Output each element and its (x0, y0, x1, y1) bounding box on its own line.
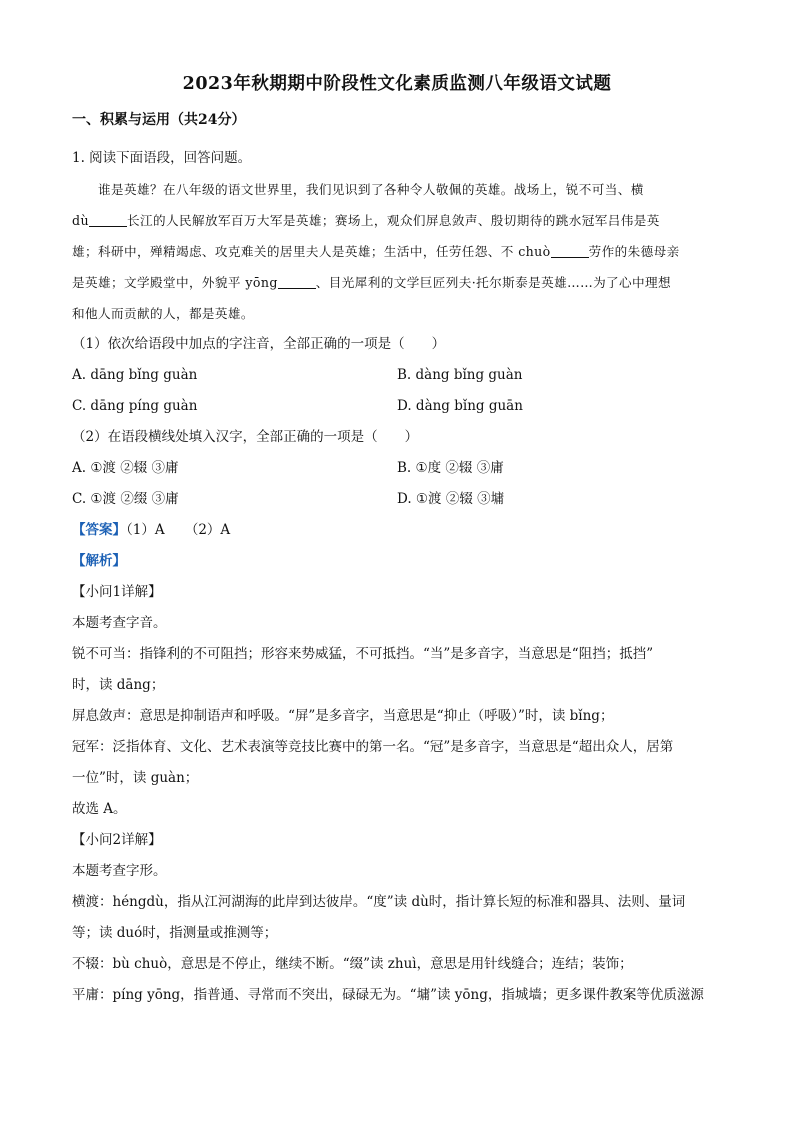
question-stem: 1. 阅读下面语段，回答问题。 (72, 150, 252, 166)
option-b[interactable]: B. ①度 ②辍 ③庸 (397, 460, 504, 476)
passage-line: 和他人而贡献的人，都是英雄。 (72, 306, 254, 321)
option-d[interactable]: D. dàng bǐng guān (397, 398, 523, 414)
detail-line: 故选 A。 (72, 801, 127, 817)
option-a[interactable]: A. ①渡 ②辍 ③庸 (72, 460, 179, 476)
answer-text: （1）A （2）A (126, 522, 231, 538)
detail-line: 一位”时，读 guàn； (72, 770, 199, 786)
passage-text: 雄；科研中，殚精竭虑、攻克难关的居里夫人是英雄；生活中，任劳任怨、不 chuò (72, 244, 551, 259)
subquestion-2-options (72, 453, 722, 484)
pinyin-text: dù (72, 213, 89, 228)
detail-line: 时，读 dāng； (72, 677, 165, 693)
detail-line: 本题考查字形。 (72, 863, 167, 879)
detail-line: 冠军：泛指体育、文化、艺术表演等竞技比赛中的第一名。“冠”是多音字，当意思是“超出众人，居第 (72, 739, 674, 755)
page-title: 2023年秋期期中阶段性文化素质监测八年级语文试题 (182, 74, 612, 94)
passage-text: 长江的人民解放军百万大军是英雄；赛场上，观众们屏息敛声、殷切期待的跳水冠军吕伟是英 (126, 213, 660, 228)
document-page (72, 70, 722, 1011)
subquestion-1-stem: （1）依次给语段中加点的字注音，全部正确的一项是（ ） (72, 336, 446, 352)
fill-blank[interactable] (551, 243, 589, 258)
detail-line: 屏息敛声：意思是抑制语声和呼吸。“屏”是多音字，当意思是“抑止（呼吸）”时，读 bǐng； (72, 708, 614, 724)
option-c[interactable]: C. ①渡 ②缀 ③庸 (72, 491, 179, 507)
detail-line: 等；读 duó时，指测量或推测等； (72, 925, 278, 941)
subquestion-1-options (72, 391, 722, 422)
subquestion-2-stem: （2）在语段横线处填入汉字，全部正确的一项是（ ） (72, 429, 419, 445)
option-c[interactable]: C. dāng píng guàn (72, 398, 198, 414)
analysis-tag: 【解析】 (72, 553, 126, 569)
detail-line: 平庸：píng yōng，指普通、寻常而不突出，碌碌无为。“墉”读 yōng，指城墙；更多课件教案等优质滋源 (72, 987, 704, 1003)
detail-1-heading: 【小问1详解】 (72, 584, 162, 600)
option-d[interactable]: D. ①渡 ②辍 ③墉 (397, 491, 505, 507)
detail-line: 本题考查字音。 (72, 615, 167, 631)
fill-blank[interactable] (278, 274, 316, 289)
analysis-heading (72, 546, 722, 577)
subquestion-1-options (72, 360, 722, 391)
section-heading: 一、积累与运用（共24分） (72, 112, 246, 128)
passage-line (72, 205, 722, 236)
passage-line (72, 236, 722, 267)
subquestion-2-options (72, 484, 722, 515)
passage-text: 是英雄；文学殿堂中，外貌平 yōng (72, 275, 278, 290)
passage-text: 劳作的朱德母亲 (588, 244, 680, 259)
detail-line: 不辍：bù chuò，意思是不停止，继续不断。“缀”读 zhuì，意思是用针线缝合；连结；装饰； (72, 956, 633, 972)
option-b[interactable]: B. dàng bǐng guàn (397, 367, 523, 383)
passage-text: 、目光犀利的文学巨匠列夫·托尔斯泰是英雄……为了心中理想 (315, 275, 672, 290)
answer-line (72, 515, 722, 546)
detail-line: 锐不可当：指锋利的不可阻挡；形容来势威猛，不可抵挡。“当”是多音字，当意思是“阻挡；抵挡” (72, 646, 654, 662)
passage-line (72, 267, 722, 298)
detail-2-heading: 【小问2详解】 (72, 832, 162, 848)
fill-blank[interactable] (89, 212, 127, 227)
answer-tag: 【答案】 (72, 522, 126, 538)
option-a[interactable]: A. dāng bǐng guàn (72, 367, 198, 383)
detail-line: 横渡：héngdù，指从江河湖海的此岸到达彼岸。“度”读 dù时，指计算长短的标准和器具、法则、量词 (72, 894, 686, 910)
reading-passage (72, 174, 722, 329)
passage-line: 谁是英雄？在八年级的语文世界里，我们见识到了各种令人敬佩的英雄。战场上，锐不可当、横 (98, 182, 644, 197)
